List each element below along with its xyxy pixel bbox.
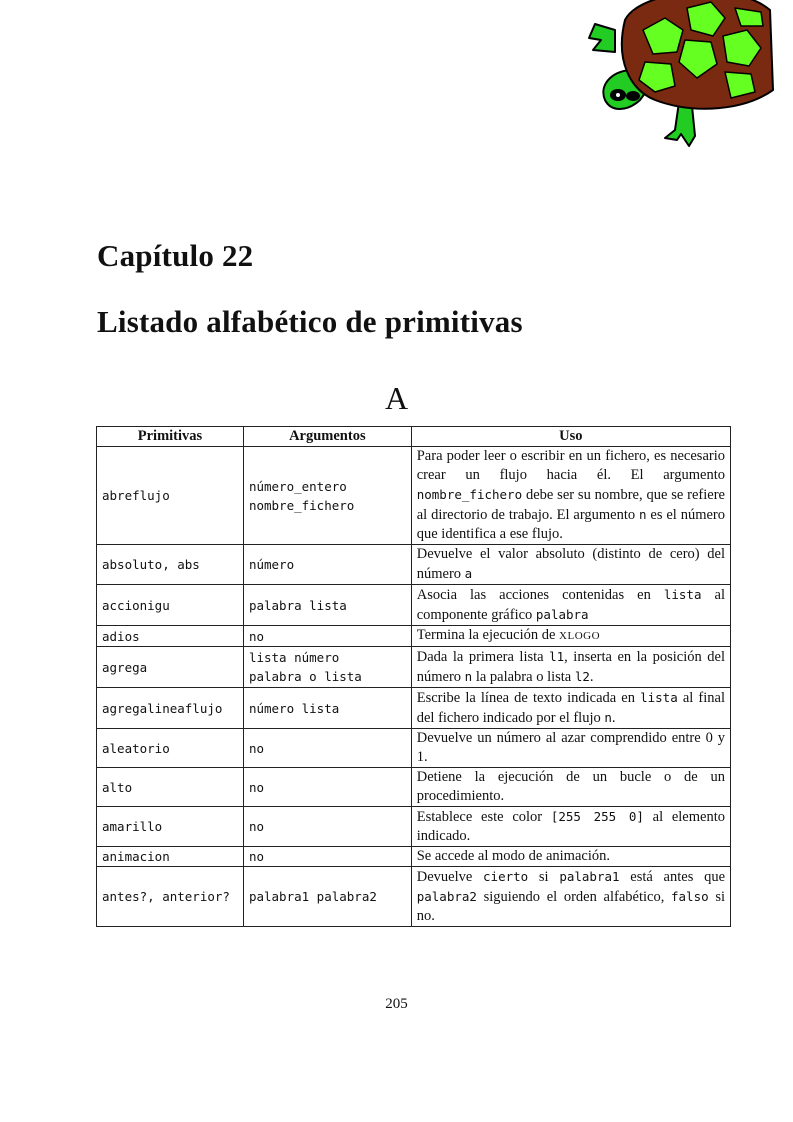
primitive-arguments: [243, 447, 411, 545]
primitive-arguments: [243, 626, 411, 647]
primitive-name: alto: [97, 768, 244, 807]
usage-text: Devuelve el valor absoluto (distinto de cero) del número: [416, 546, 725, 582]
code-fragment: lista: [663, 587, 702, 602]
usage-text: siguiendo el orden alfabético,: [476, 889, 671, 905]
primitive-usage: [411, 647, 730, 688]
code-fragment: cierto: [483, 869, 529, 884]
header-argumentos: Argumentos: [243, 427, 411, 447]
table-row: [97, 626, 731, 647]
primitive-usage: [411, 847, 730, 867]
primitive-name: antes?, anterior?: [97, 867, 244, 927]
table-row: [97, 768, 731, 807]
table-row: [97, 545, 731, 585]
primitive-arguments: [243, 847, 411, 867]
usage-text: Detiene la ejecución de un bucle o de un procedimiento.: [416, 769, 725, 804]
primitive-usage: [411, 768, 730, 807]
primitive-name: agrega: [97, 647, 244, 688]
argument-line: no: [248, 779, 264, 795]
table-row: [97, 585, 731, 626]
argument-line: número lista: [248, 700, 340, 716]
code-fragment: palabra: [535, 607, 589, 622]
primitives-table: [96, 426, 731, 927]
header-uso: Uso: [411, 427, 730, 447]
argument-line: número: [248, 557, 295, 572]
argument-line: no: [248, 819, 264, 834]
primitive-arguments: [243, 807, 411, 847]
code-fragment: palabra1: [559, 869, 620, 884]
primitive-usage: [411, 545, 730, 585]
primitive-name: adios: [97, 626, 244, 647]
usage-text: Establece este color: [416, 809, 551, 825]
code-fragment: n: [464, 669, 473, 684]
primitive-arguments: [243, 688, 411, 729]
code-fragment: lista: [640, 690, 678, 705]
header-primitivas: Primitivas: [97, 427, 244, 447]
table-body: [97, 447, 731, 927]
primitive-usage: [411, 447, 730, 545]
chapter-number: Capítulo 22: [97, 238, 254, 273]
usage-text: Asocia las acciones contenidas en: [416, 587, 664, 603]
usage-text: al componente gráfico: [416, 587, 725, 623]
table-row: [97, 847, 731, 867]
usage-text: la palabra o lista: [472, 669, 575, 685]
usage-text: es el número que identifica a ese flujo.: [416, 507, 726, 542]
code-fragment: l1: [549, 649, 565, 664]
primitive-arguments: [243, 729, 411, 768]
usage-text: al elemento indicado.: [416, 809, 725, 844]
primitive-name: amarillo: [97, 807, 244, 847]
table-row: [97, 447, 731, 545]
chapter-title: Listado alfabético de primitivas: [97, 304, 523, 339]
primitive-usage: [411, 585, 730, 626]
argument-line: no: [248, 849, 264, 864]
primitive-usage: [411, 626, 730, 647]
usage-text: , inserta en la posición del número: [416, 649, 725, 685]
code-fragment: nombre_fichero: [416, 487, 523, 502]
table-row: [97, 729, 731, 768]
usage-text: si no.: [416, 889, 725, 924]
code-fragment: falso: [671, 889, 709, 904]
usage-text: Termina la ejecución de: [416, 627, 560, 643]
code-fragment: a: [464, 566, 473, 581]
table-row: [97, 807, 731, 847]
usage-text: está antes que: [619, 869, 726, 885]
turtle-illustration: [585, 0, 775, 152]
argument-line: no: [248, 628, 264, 644]
table-row: [97, 647, 731, 688]
code-fragment: palabra2: [416, 889, 477, 904]
code-fragment: n: [639, 507, 647, 522]
usage-text: Devuelve: [416, 869, 484, 885]
table-row: [97, 688, 731, 729]
primitive-usage: [411, 729, 730, 768]
table-header-row: [97, 427, 731, 447]
primitive-arguments: [243, 545, 411, 585]
argument-line: palabra o lista: [248, 669, 362, 684]
primitive-usage: [411, 867, 730, 927]
usage-text: Escribe la línea de texto indicada en: [416, 690, 641, 706]
xlogo-name: XLOGO: [559, 630, 601, 642]
primitive-usage: [411, 807, 730, 847]
primitive-arguments: [243, 647, 411, 688]
primitive-arguments: [243, 867, 411, 927]
argument-line: nombre_fichero: [248, 497, 355, 513]
argument-line: palabra1 palabra2: [248, 889, 377, 904]
primitive-name: animacion: [97, 847, 244, 867]
argument-line: no: [248, 740, 264, 756]
primitive-usage: [411, 688, 730, 729]
primitive-name: agregalineaflujo: [97, 688, 244, 729]
code-fragment: [255 255 0]: [550, 809, 644, 824]
usage-text: Se accede al modo de animación.: [416, 848, 610, 864]
argument-line: lista número: [248, 650, 340, 665]
usage-text: Dada la primera lista: [416, 649, 550, 665]
primitive-name: accionigu: [97, 585, 244, 626]
section-letter: A: [384, 380, 409, 416]
primitive-name: absoluto, abs: [97, 545, 244, 585]
page-number: 205: [385, 996, 408, 1012]
usage-text: .: [611, 710, 616, 726]
usage-text: debe ser su nombre, que se refiere al directorio de trabajo. El argumento: [416, 487, 725, 523]
code-fragment: l2: [574, 669, 590, 684]
code-fragment: n: [604, 710, 612, 725]
usage-text: Devuelve un número al azar comprendido entre 0 y 1.: [416, 730, 725, 765]
argument-line: palabra lista: [248, 597, 347, 613]
argument-line: número_entero: [248, 478, 347, 494]
primitive-name: abreflujo: [97, 447, 244, 545]
usage-text: .: [589, 669, 594, 685]
table-row: [97, 867, 731, 927]
primitive-arguments: [243, 768, 411, 807]
primitive-name: aleatorio: [97, 729, 244, 768]
usage-text: al final del fichero indicado por el flujo: [416, 690, 725, 726]
usage-text: Para poder leer o escribir en un fichero, es necesario crear un flujo hacia él. El argumento: [416, 448, 725, 483]
primitive-arguments: [243, 585, 411, 626]
usage-text: si: [528, 869, 560, 885]
